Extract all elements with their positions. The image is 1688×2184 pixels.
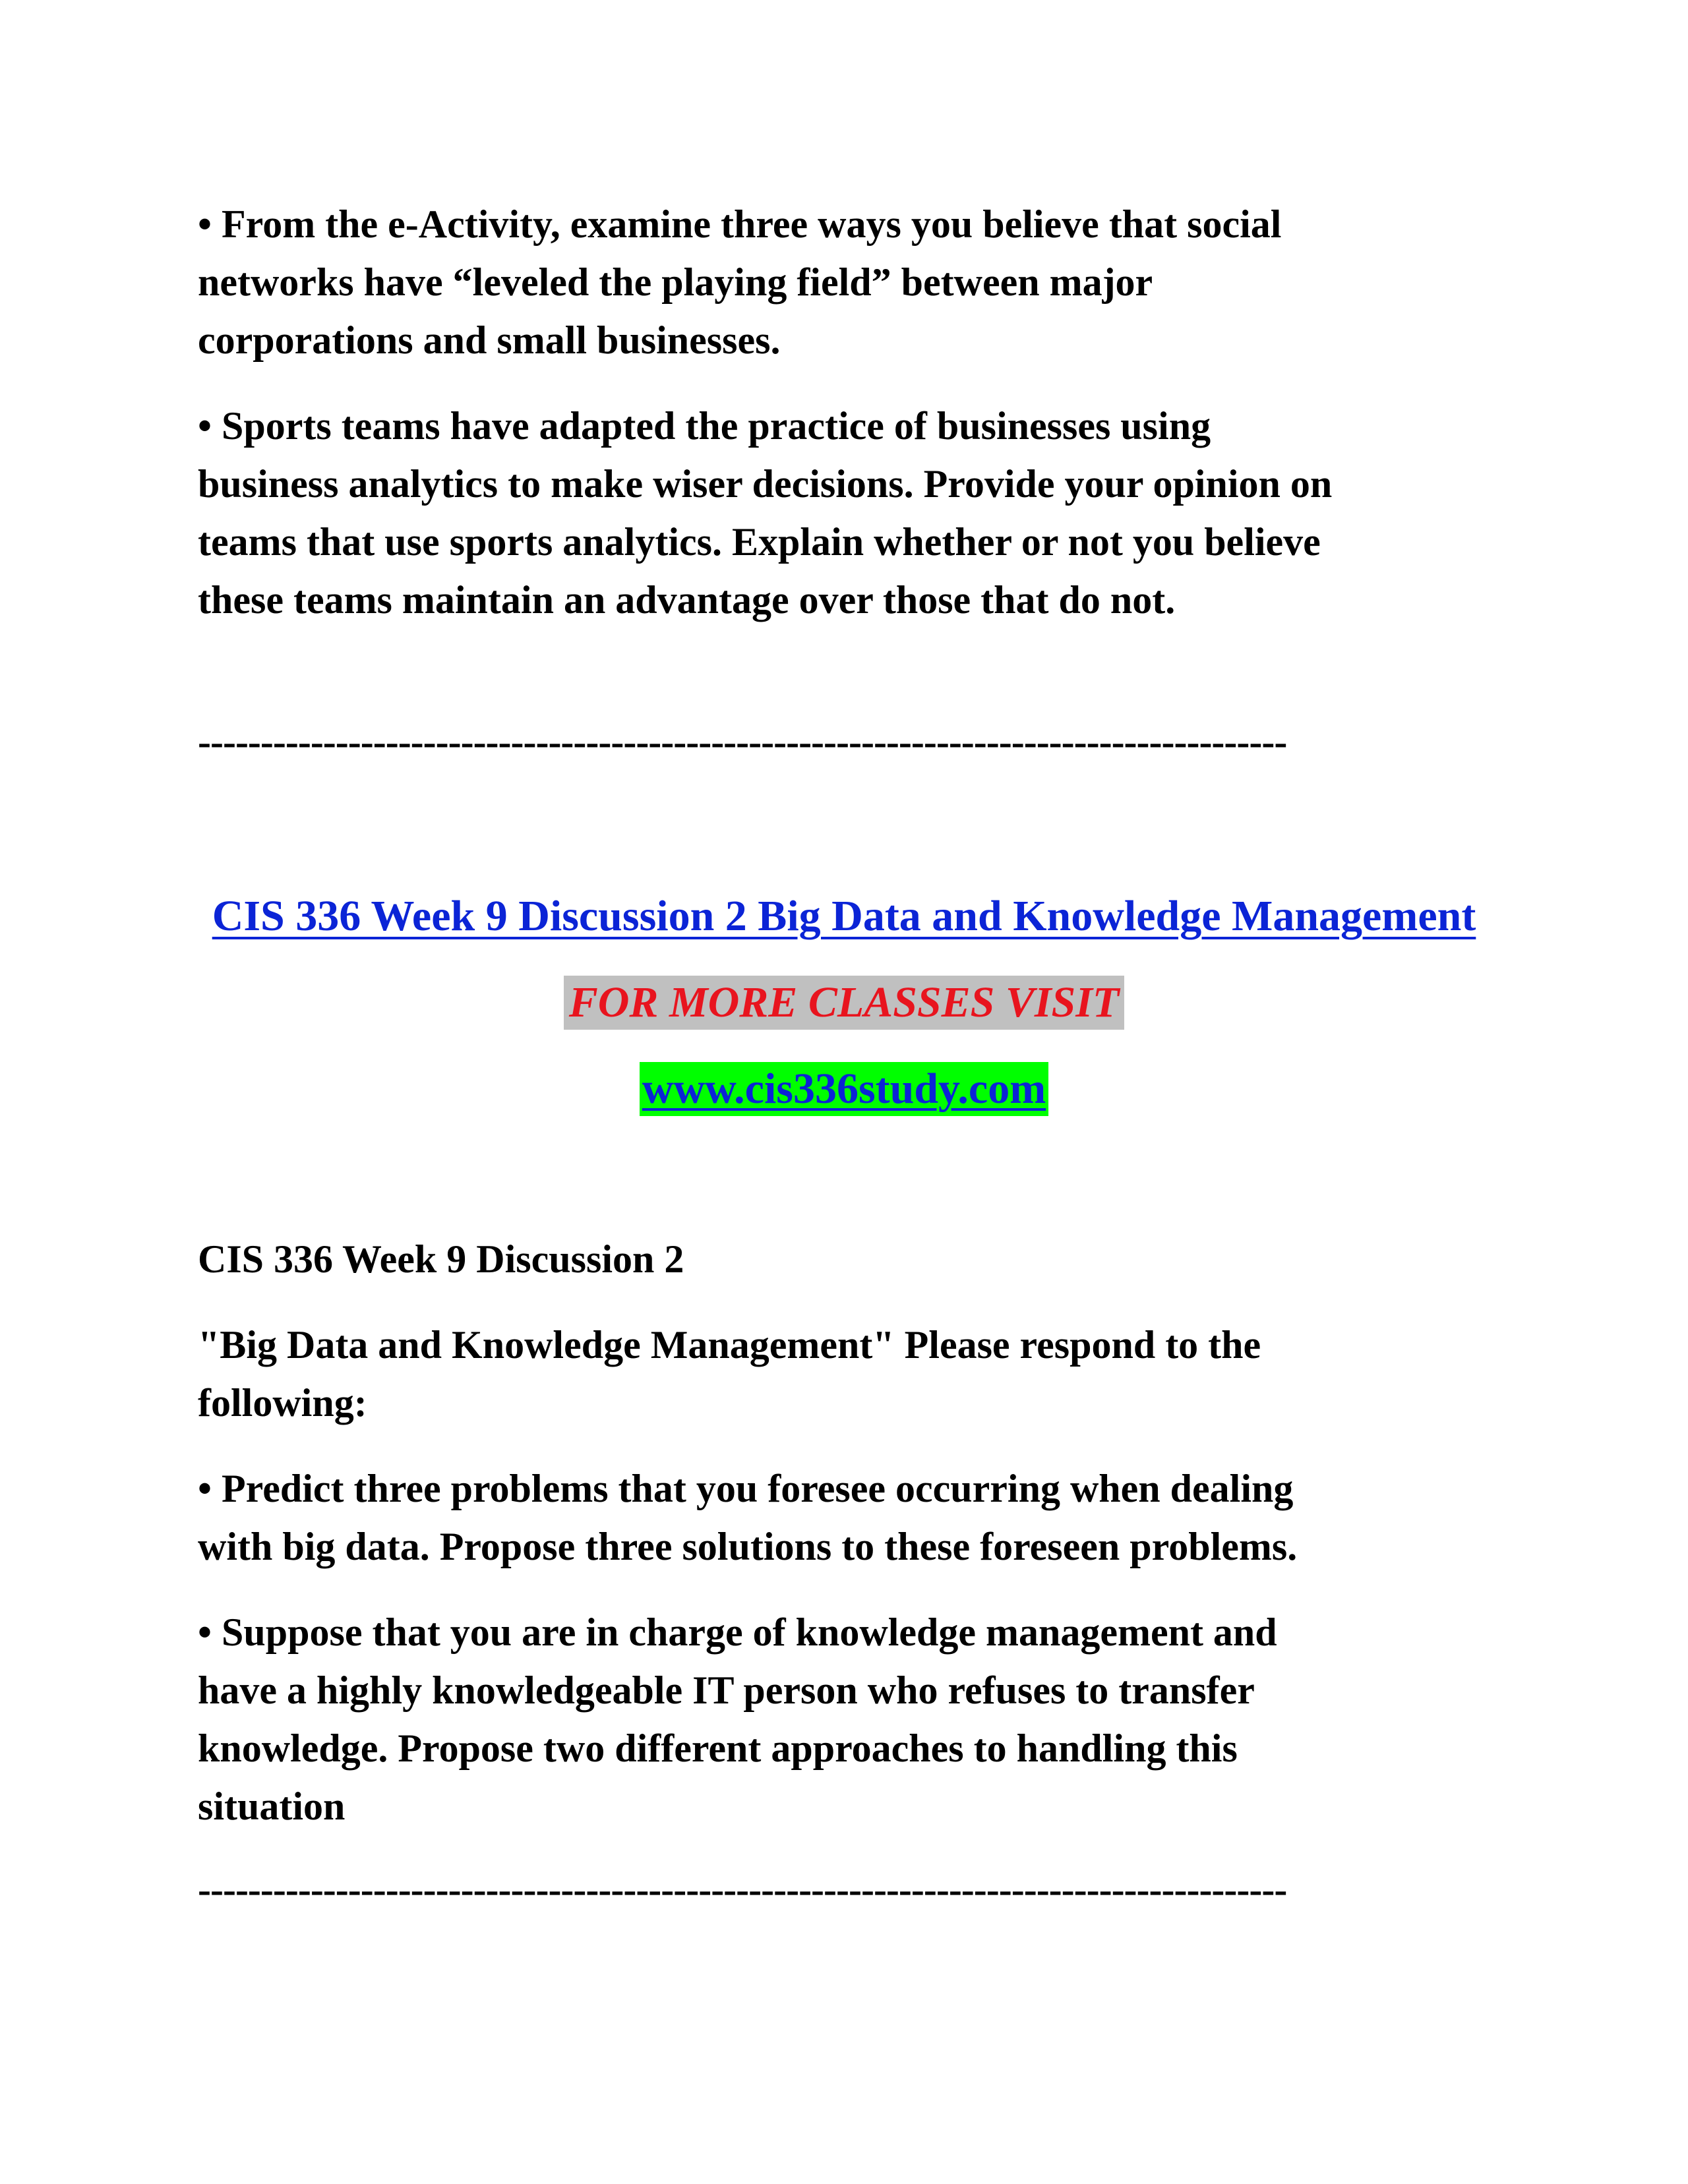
- bullet-knowledge-transfer: • Suppose that you are in charge of knowledge management and have a highly knowledgeable IT person who refuses to transfer knowledge. Propose two different approaches to handling this situation: [198, 1610, 1277, 1828]
- bullet-big-data-problems: • Predict three problems that you foresee occurring when dealing with big data. Propose three solutions to these foreseen problems.: [198, 1467, 1298, 1568]
- section-title: CIS 336 Week 9 Discussion 2: [198, 1237, 684, 1281]
- site-row: [0, 1062, 1688, 1116]
- bullet-sports-analytics: • Sports teams have adapted the practice of businesses using business analytics to make wiser decisions. Provide your opinion on teams that use sports analytics. Explain whether or not you believe these teams maintain an advantage over those that do not.: [198, 404, 1333, 622]
- visit-row: [0, 976, 1688, 1030]
- site-link[interactable]: www.cis336study.com: [640, 1062, 1048, 1116]
- separator-bottom: ---------------------------------------------------------------------------------------: [198, 1868, 1287, 1911]
- heading-row: [0, 887, 1688, 946]
- heading-link[interactable]: CIS 336 Week 9 Discussion 2 Big Data and Knowledge Management: [212, 892, 1476, 940]
- prompt-intro: "Big Data and Knowledge Management" Please respond to the following:: [198, 1323, 1261, 1425]
- visit-label: FOR MORE CLASSES VISIT: [564, 976, 1125, 1030]
- separator-top: ---------------------------------------------------------------------------------------: [198, 720, 1287, 763]
- bullet-social-networks: • From the e-Activity, examine three ways you believe that social networks have “leveled the playing field” between major corporations and small businesses.: [198, 202, 1282, 362]
